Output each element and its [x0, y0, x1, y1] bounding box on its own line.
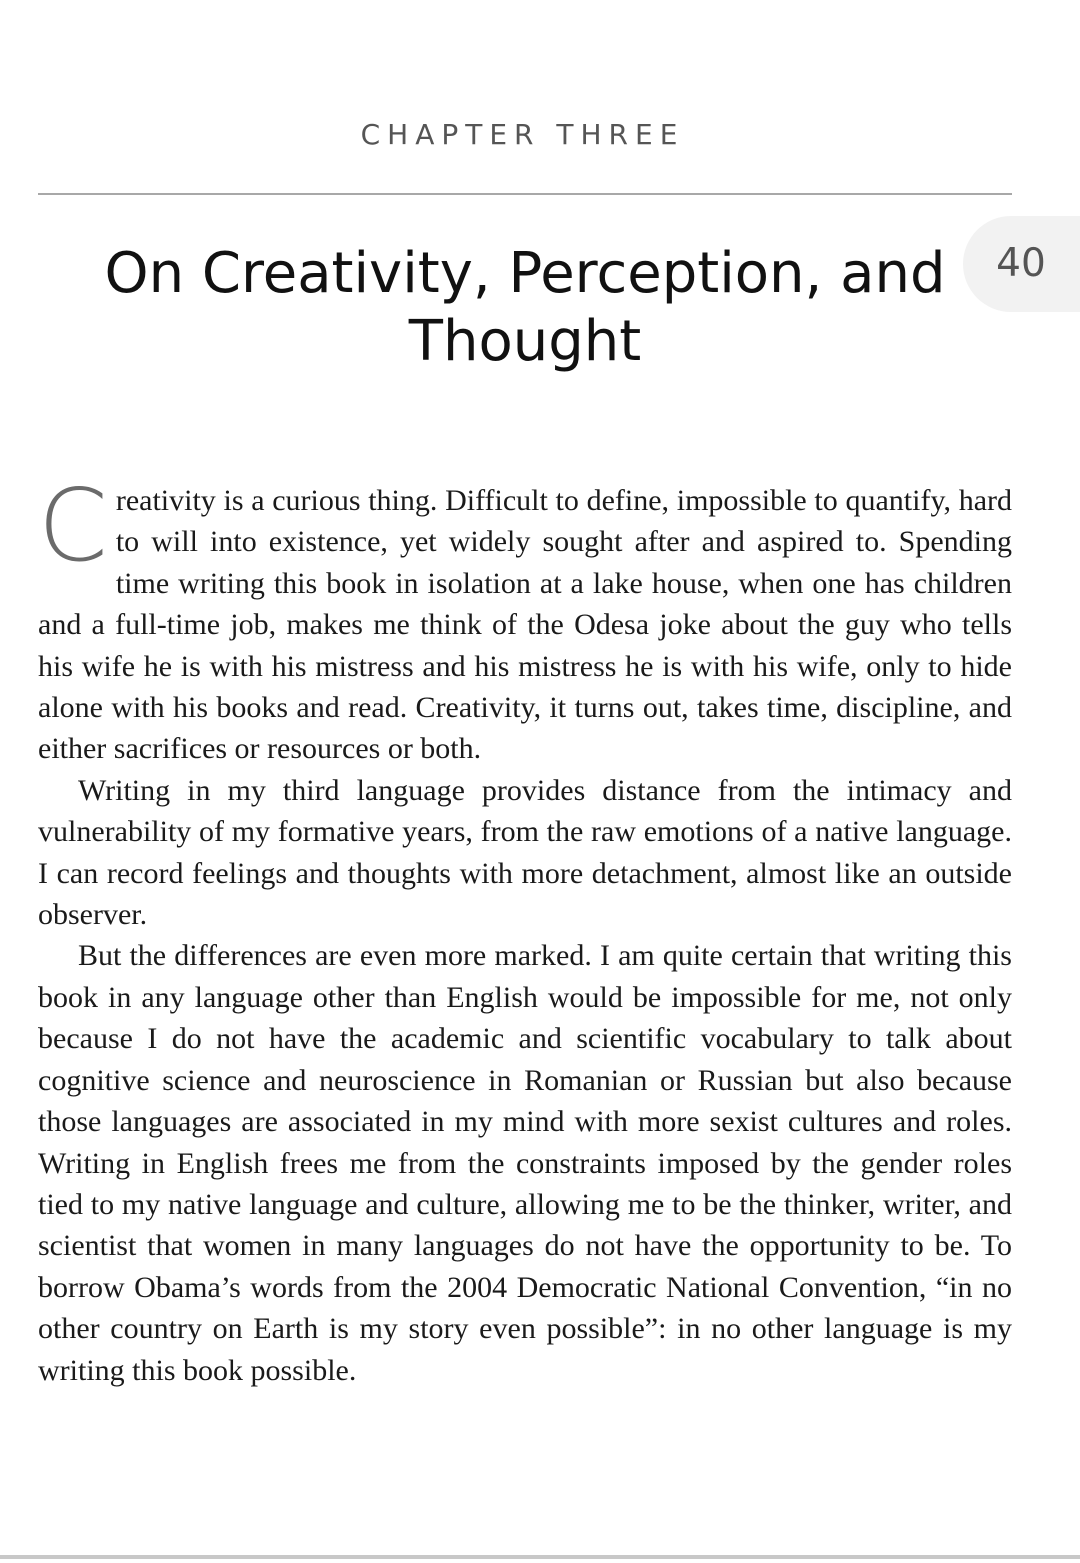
- paragraph-3: But the differences are even more marked. I am quite certain that writing this book in any language other than English would be impossible for me, not only because I do not have the academic and scientific vocabulary to talk about cognitive science and neuroscience in Romanian or Russian but also because those languages are associated in my mind with more sexist cultures and roles. Writing in English frees me from the constraints imposed by the gender roles tied to my native language and culture, allowing me to be the thinker, writer, and scientist that women in many languages do not have the opportunity to be. To borrow Obama’s words from the 2004 Democratic National Convention, “in no other country on Earth is my story even possible”: in no other language is my writing this book possible.: [38, 939, 1012, 1387]
- page-number: 40: [996, 241, 1046, 286]
- drop-cap: C: [38, 467, 108, 584]
- paragraph-1-text: reativity is a curious thing. Difficult to define, impossible to quantify, hard to will into existence, yet widely sought after and aspired to. Spending time writing this book in isolation at a lake house, when one has children and a full-time job, makes me think of the Odesa joke about the guy who tells his wife he is with his mistress and his mistress he is with his wife, only to hide alone with his books and read. Creativity, it turns out, takes time, discipline, and either sacrifices or resources or both.: [38, 484, 1012, 766]
- bottom-progress-rule: [0, 1555, 1080, 1559]
- chapter-title: On Creativity, Perception, and Thought: [104, 241, 946, 374]
- chapter-divider: [38, 193, 1012, 195]
- paragraph-1: [38, 467, 1012, 770]
- chapter-body: [38, 467, 1012, 1391]
- chapter-label: CHAPTER THREE: [360, 118, 685, 151]
- paragraph-2: Writing in my third language provides distance from the intimacy and vulnerability of my formative years, from the raw emotions of a native language. I can record feelings and thoughts with more detachment, almost like an outside observer.: [38, 773, 1012, 932]
